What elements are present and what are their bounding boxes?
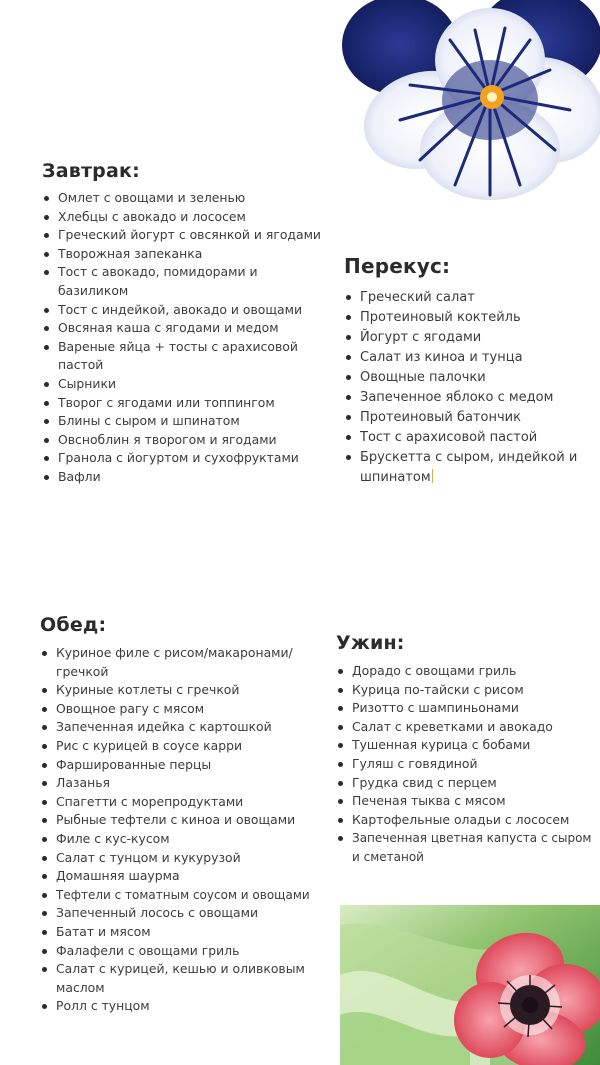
list-item: Салат с креветками и авокадо [336, 718, 600, 737]
list-item: Протеиновый батончик [344, 408, 596, 428]
list-item: Запеченное яблоко с медом [344, 388, 596, 408]
list-item: Сырники [42, 375, 332, 394]
list-item: Овсноблин я творогом и ягодами [42, 431, 332, 450]
list-item: Филе с кус-кусом [40, 830, 330, 849]
list-item: Тушенная курица с бобами [336, 736, 600, 755]
snack-list [344, 288, 596, 488]
text-cursor [432, 469, 433, 483]
pansy-flower-image [340, 0, 600, 205]
list-item: Тост с индейкой, авокадо и овощами [42, 301, 332, 320]
list-item: Ризотто с шампиньонами [336, 699, 600, 718]
snack-title: Перекус: [344, 254, 451, 278]
list-item: Рыбные тефтели с киноа и овощами [40, 811, 330, 830]
list-item: Дорадо с овощами гриль [336, 662, 600, 681]
list-item: Йогурт с ягодами [344, 328, 596, 348]
list-item: Картофельные оладьи с лососем [336, 811, 600, 830]
breakfast-title: Завтрак: [42, 160, 140, 182]
list-item: Тефтели с томатным соусом и овощами [40, 886, 330, 905]
lunch-section [40, 614, 330, 1016]
list-item: Салат с тунцом и кукурузой [40, 849, 330, 868]
snack-section [344, 254, 596, 488]
list-item: Куриное филе с рисом/макаронами/ гречкой [40, 644, 301, 681]
list-item: Лазанья [40, 774, 330, 793]
list-item: Овсяная каша с ягодами и медом [42, 319, 332, 338]
list-item: Овощное рагу с мясом [40, 700, 330, 719]
lunch-title: Обед: [40, 614, 107, 636]
list-item: Запеченная цветная капуста с сыром и сметаной [336, 829, 600, 866]
list-item: Фаршированные перцы [40, 756, 330, 775]
list-item: Домашняя шаурма [40, 867, 330, 886]
list-item: Вареные яйца + тосты с арахисовой пастой [42, 338, 308, 375]
list-item [344, 448, 595, 488]
list-item: Тост с авокадо, помидорами и базиликом [42, 263, 268, 300]
list-item: Запеченный лосось с овощами [40, 904, 330, 923]
list-item: Салат с курицей, кешью и оливковым маслом [40, 960, 311, 997]
list-item: Греческий салат [344, 288, 596, 308]
list-item: Тост с арахисовой пастой [344, 428, 596, 448]
list-item: Спагетти с морепродуктами [40, 793, 330, 812]
list-item: Творог с ягодами или топпингом [42, 394, 332, 413]
anemone-flower-image [340, 905, 600, 1065]
list-item: Протеиновый коктейль [344, 308, 596, 328]
dinner-list [336, 662, 600, 867]
list-item: Куриные котлеты с гречкой [40, 681, 330, 700]
list-item: Греческий йогурт с овсянкой и ягодами [42, 226, 332, 245]
list-item: Запеченная идейка с картошкой [40, 718, 330, 737]
breakfast-section [42, 160, 332, 487]
dinner-title: Ужин: [336, 632, 405, 654]
list-item-text: Брускетта с сыром, индейкой и шпинатом [360, 450, 578, 485]
list-item: Омлет с овощами и зеленью [42, 189, 332, 208]
list-item: Фалафели с овощами гриль [40, 942, 330, 961]
list-item: Грудка свид с перцем [336, 774, 600, 793]
list-item: Печеная тыква с мясом [336, 792, 600, 811]
dinner-section [336, 632, 600, 867]
list-item: Гранола с йогуртом и сухофруктами [42, 449, 332, 468]
list-item: Салат из киноа и тунца [344, 348, 596, 368]
list-item: Курица по-тайски с рисом [336, 681, 600, 700]
list-item: Ролл с тунцом [40, 997, 330, 1016]
breakfast-list [42, 189, 332, 487]
list-item: Хлебцы с авокадо и лососем [42, 208, 332, 227]
list-item: Батат и мясом [40, 923, 330, 942]
list-item: Овощные палочки [344, 368, 596, 388]
list-item: Творожная запеканка [42, 245, 332, 264]
list-item: Гуляш с говядиной [336, 755, 600, 774]
lunch-list [40, 644, 330, 1016]
list-item: Рис с курицей в соусе карри [40, 737, 330, 756]
list-item: Блины с сыром и шпинатом [42, 412, 332, 431]
list-item: Вафли [42, 468, 332, 487]
